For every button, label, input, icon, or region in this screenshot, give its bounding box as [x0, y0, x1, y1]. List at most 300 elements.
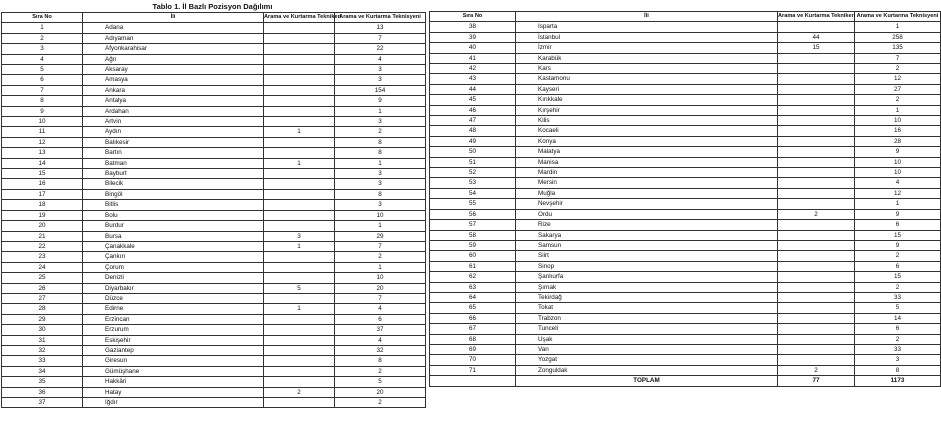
- cell-teknikeri: [778, 53, 855, 63]
- header-sira-no: Sıra No: [2, 13, 83, 23]
- cell-sira-no: 50: [430, 147, 516, 157]
- cell-il: Isparta: [516, 22, 778, 32]
- cell-il: Aydın: [83, 127, 264, 137]
- table-row: [430, 22, 941, 32]
- cell-sira-no: 34: [2, 366, 83, 376]
- cell-il: İstanbul: [516, 32, 778, 42]
- position-table-right: [429, 11, 941, 387]
- cell-teknikeri: [264, 325, 335, 335]
- table-row: [2, 356, 426, 366]
- table-row: [430, 272, 941, 282]
- cell-teknikeri: [778, 84, 855, 94]
- cell-il: Bursa: [83, 231, 264, 241]
- cell-il: Manisa: [516, 157, 778, 167]
- cell-teknisyeni: 8: [855, 365, 941, 375]
- cell-il: Bingöl: [83, 189, 264, 199]
- cell-teknikeri: [778, 188, 855, 198]
- cell-sira-no: 25: [2, 273, 83, 283]
- position-table-left: [1, 12, 426, 408]
- cell-sira-no: 5: [2, 65, 83, 75]
- table-row: [2, 75, 426, 85]
- cell-teknikeri: [778, 136, 855, 146]
- cell-teknisyeni: 7: [335, 241, 426, 251]
- cell-il: Sinop: [516, 261, 778, 271]
- cell-sira-no: 65: [430, 303, 516, 313]
- table-body-left: [2, 23, 426, 408]
- cell-teknisyeni: 1: [855, 105, 941, 115]
- cell-sira-no: 49: [430, 136, 516, 146]
- cell-teknisyeni: 4: [335, 335, 426, 345]
- cell-il: Bilecik: [83, 179, 264, 189]
- cell-sira-no: 58: [430, 230, 516, 240]
- table-row: [430, 282, 941, 292]
- cell-il: Nevşehir: [516, 199, 778, 209]
- cell-teknikeri: [264, 377, 335, 387]
- cell-sira-no: 36: [2, 387, 83, 397]
- cell-sira-no: 43: [430, 74, 516, 84]
- cell-teknisyeni: 1: [335, 262, 426, 272]
- table-row: [430, 95, 941, 105]
- table-row: [430, 116, 941, 126]
- cell-teknikeri: [264, 96, 335, 106]
- cell-teknikeri: [264, 398, 335, 408]
- cell-teknisyeni: 135: [855, 43, 941, 53]
- table-row: [430, 64, 941, 74]
- total-label: TOPLAM: [516, 376, 778, 386]
- table-row: [430, 292, 941, 302]
- table-row: [2, 117, 426, 127]
- cell-sira-no: 67: [430, 324, 516, 334]
- cell-sira-no: 54: [430, 188, 516, 198]
- table-row: [2, 33, 426, 43]
- cell-il: Çanakkale: [83, 241, 264, 251]
- cell-sira-no: 53: [430, 178, 516, 188]
- cell-teknikeri: [778, 95, 855, 105]
- cell-teknisyeni: 20: [335, 387, 426, 397]
- cell-teknikeri: [264, 273, 335, 283]
- total-row: [430, 376, 941, 386]
- cell-teknisyeni: 2: [855, 282, 941, 292]
- cell-teknikeri: [264, 23, 335, 33]
- cell-il: Amasya: [83, 75, 264, 85]
- cell-teknisyeni: 2: [335, 398, 426, 408]
- table-row: [430, 157, 941, 167]
- table-row: [2, 23, 426, 33]
- table-header-row: [2, 13, 426, 23]
- cell-sira-no: 26: [2, 283, 83, 293]
- cell-sira-no: 19: [2, 210, 83, 220]
- cell-teknisyeni: 9: [855, 240, 941, 250]
- table-row: [2, 169, 426, 179]
- cell-teknisyeni: 28: [855, 136, 941, 146]
- cell-sira-no: 48: [430, 126, 516, 136]
- cell-teknikeri: [778, 313, 855, 323]
- cell-teknikeri: [264, 169, 335, 179]
- cell-teknikeri: [778, 220, 855, 230]
- cell-sira-no: 10: [2, 117, 83, 127]
- cell-teknisyeni: 2: [855, 95, 941, 105]
- cell-teknikeri: [778, 303, 855, 313]
- table-row: [430, 355, 941, 365]
- cell-teknikeri: [778, 355, 855, 365]
- cell-teknikeri: [264, 106, 335, 116]
- cell-il: Çankırı: [83, 252, 264, 262]
- cell-teknikeri: [778, 126, 855, 136]
- cell-teknikeri: [778, 157, 855, 167]
- total-teknikeri: 77: [778, 376, 855, 386]
- cell-sira-no: 4: [2, 54, 83, 64]
- cell-il: Sakarya: [516, 230, 778, 240]
- table-row: [2, 273, 426, 283]
- cell-teknikeri: [778, 334, 855, 344]
- cell-teknisyeni: 22: [335, 44, 426, 54]
- cell-il: Artvin: [83, 117, 264, 127]
- cell-il: Ankara: [83, 85, 264, 95]
- table-row: [430, 334, 941, 344]
- cell-sira-no: 32: [2, 345, 83, 355]
- cell-teknisyeni: 12: [855, 188, 941, 198]
- table-row: [430, 178, 941, 188]
- cell-teknisyeni: 2: [855, 251, 941, 261]
- table-row: [430, 147, 941, 157]
- header-il: İli: [83, 13, 264, 23]
- table-row: [430, 261, 941, 271]
- table-header-row: [430, 12, 941, 22]
- cell-il: Bolu: [83, 210, 264, 220]
- cell-teknisyeni: 20: [335, 283, 426, 293]
- cell-sira-no: 14: [2, 158, 83, 168]
- cell-teknisyeni: 12: [855, 74, 941, 84]
- cell-teknikeri: [778, 178, 855, 188]
- cell-teknikeri: 1: [264, 158, 335, 168]
- cell-il: Adıyaman: [83, 33, 264, 43]
- cell-teknisyeni: 29: [335, 231, 426, 241]
- table-row: [2, 221, 426, 231]
- cell-il: Bartın: [83, 148, 264, 158]
- cell-teknikeri: [778, 261, 855, 271]
- cell-teknisyeni: 3: [335, 200, 426, 210]
- table-row: [430, 188, 941, 198]
- cell-teknikeri: 1: [264, 241, 335, 251]
- cell-teknisyeni: 8: [335, 137, 426, 147]
- cell-teknisyeni: 10: [335, 273, 426, 283]
- table-row: [2, 366, 426, 376]
- cell-sira-no: 31: [2, 335, 83, 345]
- cell-teknisyeni: 8: [335, 148, 426, 158]
- cell-il: Antalya: [83, 96, 264, 106]
- cell-il: Kocaeli: [516, 126, 778, 136]
- total-cell-empty: [430, 376, 516, 386]
- cell-teknisyeni: 1: [855, 22, 941, 32]
- cell-sira-no: 62: [430, 272, 516, 282]
- table-row: [2, 127, 426, 137]
- cell-teknikeri: [778, 74, 855, 84]
- cell-teknisyeni: 10: [335, 210, 426, 220]
- cell-sira-no: 33: [2, 356, 83, 366]
- cell-il: Ağrı: [83, 54, 264, 64]
- cell-sira-no: 41: [430, 53, 516, 63]
- cell-teknisyeni: 6: [855, 261, 941, 271]
- cell-sira-no: 12: [2, 137, 83, 147]
- cell-il: Rize: [516, 220, 778, 230]
- cell-teknikeri: [778, 147, 855, 157]
- cell-sira-no: 2: [2, 33, 83, 43]
- cell-il: Trabzon: [516, 313, 778, 323]
- cell-teknikeri: [778, 272, 855, 282]
- cell-il: Hatay: [83, 387, 264, 397]
- cell-il: Tunceli: [516, 324, 778, 334]
- table-row: [2, 314, 426, 324]
- cell-teknikeri: [264, 179, 335, 189]
- cell-teknisyeni: 6: [855, 220, 941, 230]
- cell-il: Gaziantep: [83, 345, 264, 355]
- header-teknisyeni: Arama ve Kurtarma Teknisyeni: [855, 12, 941, 22]
- cell-teknikeri: [778, 282, 855, 292]
- table-row: [2, 241, 426, 251]
- cell-il: Erzurum: [83, 325, 264, 335]
- cell-teknikeri: [264, 65, 335, 75]
- cell-il: Samsun: [516, 240, 778, 250]
- cell-teknisyeni: 3: [335, 117, 426, 127]
- cell-teknisyeni: 8: [335, 189, 426, 199]
- table-row: [430, 32, 941, 42]
- cell-il: Giresun: [83, 356, 264, 366]
- cell-teknisyeni: 3: [335, 169, 426, 179]
- cell-sira-no: 22: [2, 241, 83, 251]
- cell-sira-no: 9: [2, 106, 83, 116]
- cell-sira-no: 17: [2, 189, 83, 199]
- cell-il: Eskişehir: [83, 335, 264, 345]
- cell-teknisyeni: 2: [335, 366, 426, 376]
- table-row: [2, 85, 426, 95]
- table-row: [2, 231, 426, 241]
- cell-sira-no: 71: [430, 365, 516, 375]
- cell-il: Şırnak: [516, 282, 778, 292]
- table-row: [2, 189, 426, 199]
- cell-sira-no: 28: [2, 304, 83, 314]
- cell-sira-no: 70: [430, 355, 516, 365]
- cell-teknisyeni: 6: [855, 324, 941, 334]
- table-row: [2, 179, 426, 189]
- table-row: [2, 252, 426, 262]
- cell-sira-no: 38: [430, 22, 516, 32]
- cell-teknikeri: [264, 252, 335, 262]
- cell-teknisyeni: 10: [855, 157, 941, 167]
- table-row: [2, 283, 426, 293]
- table-row: [430, 74, 941, 84]
- cell-il: Uşak: [516, 334, 778, 344]
- cell-sira-no: 66: [430, 313, 516, 323]
- cell-teknisyeni: 6: [335, 314, 426, 324]
- table-row: [2, 335, 426, 345]
- cell-il: Kastamonu: [516, 74, 778, 84]
- table-row: [2, 262, 426, 272]
- table-row: [2, 210, 426, 220]
- cell-teknikeri: [264, 262, 335, 272]
- cell-teknisyeni: 5: [855, 303, 941, 313]
- cell-il: Gümüşhane: [83, 366, 264, 376]
- table-title: Tablo 1. İl Bazlı Pozisyon Dağılımı: [152, 2, 273, 11]
- cell-teknisyeni: 10: [855, 116, 941, 126]
- cell-teknikeri: [264, 314, 335, 324]
- cell-sira-no: 51: [430, 157, 516, 167]
- cell-sira-no: 57: [430, 220, 516, 230]
- cell-sira-no: 8: [2, 96, 83, 106]
- cell-teknikeri: [778, 22, 855, 32]
- cell-teknikeri: [778, 230, 855, 240]
- table-row: [430, 251, 941, 261]
- cell-sira-no: 11: [2, 127, 83, 137]
- cell-il: Kırıkkale: [516, 95, 778, 105]
- cell-teknisyeni: 4: [855, 178, 941, 188]
- cell-teknikeri: [264, 85, 335, 95]
- cell-il: Yozgat: [516, 355, 778, 365]
- table-row: [430, 240, 941, 250]
- cell-teknikeri: [264, 221, 335, 231]
- cell-teknisyeni: 2: [335, 252, 426, 262]
- cell-teknisyeni: 1: [335, 106, 426, 116]
- table-row: [2, 106, 426, 116]
- table-row: [430, 105, 941, 115]
- cell-sira-no: 30: [2, 325, 83, 335]
- cell-sira-no: 42: [430, 64, 516, 74]
- cell-sira-no: 56: [430, 209, 516, 219]
- table-row: [2, 325, 426, 335]
- cell-sira-no: 24: [2, 262, 83, 272]
- cell-teknikeri: [264, 44, 335, 54]
- cell-il: Afyonkarahisar: [83, 44, 264, 54]
- cell-sira-no: 60: [430, 251, 516, 261]
- cell-teknikeri: [778, 105, 855, 115]
- cell-sira-no: 6: [2, 75, 83, 85]
- cell-teknisyeni: 4: [335, 54, 426, 64]
- cell-teknisyeni: 3: [335, 75, 426, 85]
- cell-teknisyeni: 3: [335, 179, 426, 189]
- table-row: [430, 136, 941, 146]
- cell-sira-no: 27: [2, 293, 83, 303]
- cell-il: Kayseri: [516, 84, 778, 94]
- table-row: [2, 96, 426, 106]
- cell-il: Düzce: [83, 293, 264, 303]
- cell-teknikeri: [778, 251, 855, 261]
- cell-il: Denizli: [83, 273, 264, 283]
- cell-il: Malatya: [516, 147, 778, 157]
- cell-teknisyeni: 4: [335, 304, 426, 314]
- cell-il: Muğla: [516, 188, 778, 198]
- cell-il: Burdur: [83, 221, 264, 231]
- cell-sira-no: 68: [430, 334, 516, 344]
- table-row: [430, 230, 941, 240]
- cell-teknisyeni: 10: [855, 168, 941, 178]
- table-row: [430, 324, 941, 334]
- table-row: [430, 53, 941, 63]
- cell-il: Adana: [83, 23, 264, 33]
- cell-sira-no: 7: [2, 85, 83, 95]
- table-row: [2, 44, 426, 54]
- cell-teknikeri: [264, 75, 335, 85]
- header-il: İli: [516, 12, 778, 22]
- table-row: [2, 293, 426, 303]
- cell-teknikeri: [778, 199, 855, 209]
- cell-il: Hakkâri: [83, 377, 264, 387]
- total-teknisyeni: 1173: [855, 376, 941, 386]
- cell-teknisyeni: 7: [855, 53, 941, 63]
- cell-teknikeri: 3: [264, 231, 335, 241]
- cell-il: Çorum: [83, 262, 264, 272]
- cell-il: Kırşehir: [516, 105, 778, 115]
- cell-teknikeri: [264, 117, 335, 127]
- cell-teknikeri: 44: [778, 32, 855, 42]
- cell-teknikeri: [264, 335, 335, 345]
- cell-il: Van: [516, 344, 778, 354]
- cell-sira-no: 18: [2, 200, 83, 210]
- cell-teknikeri: [778, 324, 855, 334]
- cell-sira-no: 1: [2, 23, 83, 33]
- cell-teknisyeni: 154: [335, 85, 426, 95]
- table-row: [2, 148, 426, 158]
- cell-sira-no: 59: [430, 240, 516, 250]
- cell-sira-no: 37: [2, 398, 83, 408]
- table-row: [2, 377, 426, 387]
- cell-sira-no: 61: [430, 261, 516, 271]
- table-row: [430, 365, 941, 375]
- table-row: [430, 84, 941, 94]
- cell-teknikeri: 2: [264, 387, 335, 397]
- cell-teknikeri: [778, 292, 855, 302]
- table-row: [430, 43, 941, 53]
- table-row: [2, 158, 426, 168]
- cell-il: Aksaray: [83, 65, 264, 75]
- cell-sira-no: 13: [2, 148, 83, 158]
- cell-teknisyeni: 1: [335, 221, 426, 231]
- cell-il: Ardahan: [83, 106, 264, 116]
- cell-sira-no: 63: [430, 282, 516, 292]
- cell-teknikeri: 1: [264, 127, 335, 137]
- cell-il: Kilis: [516, 116, 778, 126]
- header-teknikeri: Arama ve Kurtarma Teknikeri: [264, 13, 335, 23]
- cell-teknisyeni: 8: [335, 356, 426, 366]
- table-row: [2, 54, 426, 64]
- cell-sira-no: 64: [430, 292, 516, 302]
- cell-teknikeri: 2: [778, 209, 855, 219]
- table-row: [430, 126, 941, 136]
- cell-teknisyeni: 9: [855, 147, 941, 157]
- cell-il: Mersin: [516, 178, 778, 188]
- cell-il: Batman: [83, 158, 264, 168]
- cell-il: Karabük: [516, 53, 778, 63]
- cell-il: Diyarbakır: [83, 283, 264, 293]
- cell-il: Balıkesir: [83, 137, 264, 147]
- table-row: [2, 304, 426, 314]
- header-teknikeri: Arama ve Kurtarma Teknikeri: [778, 12, 855, 22]
- table-body-right: [430, 22, 941, 376]
- cell-teknisyeni: 2: [855, 334, 941, 344]
- cell-teknikeri: [778, 168, 855, 178]
- cell-teknikeri: [264, 366, 335, 376]
- cell-teknisyeni: 13: [335, 23, 426, 33]
- cell-teknisyeni: 7: [335, 33, 426, 43]
- cell-teknisyeni: 33: [855, 344, 941, 354]
- cell-teknisyeni: 3: [855, 355, 941, 365]
- cell-teknikeri: [264, 200, 335, 210]
- cell-teknikeri: [778, 64, 855, 74]
- cell-teknikeri: [264, 54, 335, 64]
- cell-teknikeri: [778, 344, 855, 354]
- cell-sira-no: 15: [2, 169, 83, 179]
- table-row: [2, 137, 426, 147]
- cell-teknisyeni: 14: [855, 313, 941, 323]
- cell-il: Siirt: [516, 251, 778, 261]
